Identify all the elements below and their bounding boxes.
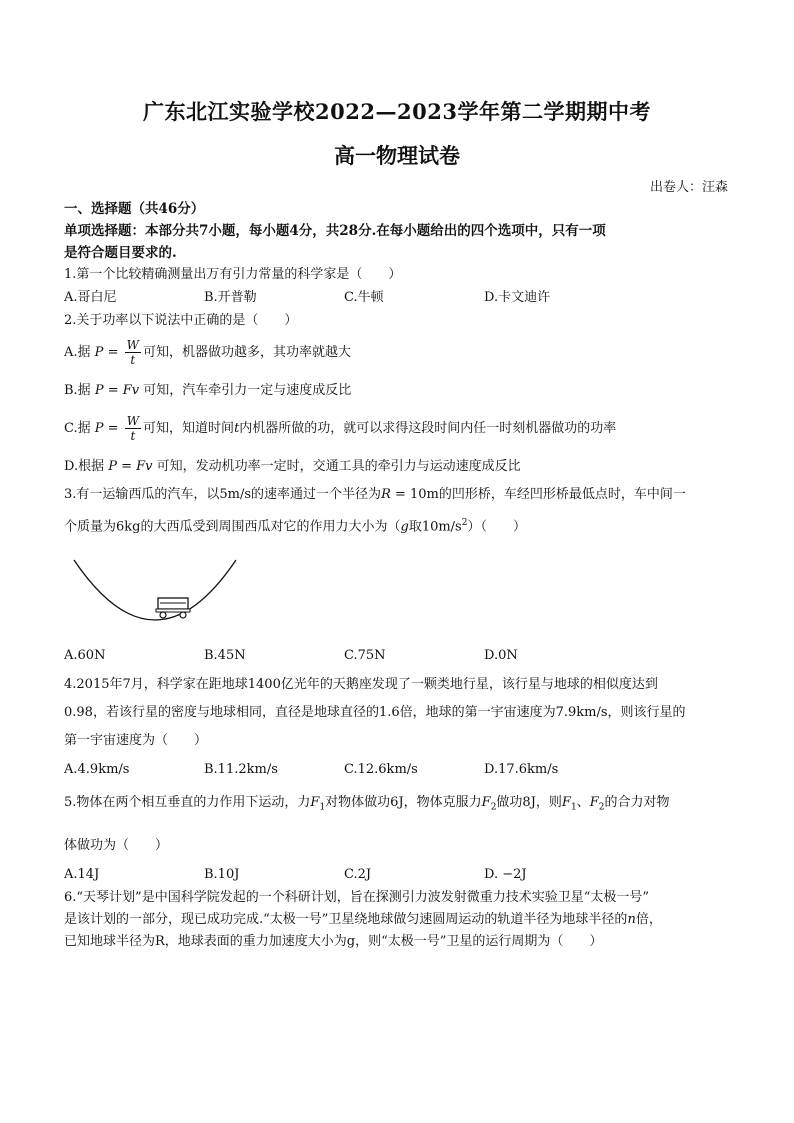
q4-option-a: A.4.9km/s <box>64 762 130 778</box>
truck-icon <box>156 598 190 618</box>
q1-option-c: C.牛顿 <box>344 290 384 305</box>
q5-options <box>64 863 730 887</box>
q3-option-c: C.75N <box>344 648 386 664</box>
q2-stem: 2.关于功率以下说法中正确的是（ ） <box>64 313 298 328</box>
q2-option-c: C.据 P = $\frac{W}{t}$ 可知，知道时间t内机器所做的功，就可以求得这段时间内任一时刻机器做功的功率 <box>64 414 617 443</box>
q2-option-a: A.据 P = $\frac{W}{t}$ 可知，机器做功越多，其功率就越大 <box>64 338 351 367</box>
q6-stem-3: 已知地球半径为R，地球表面的重力加速度大小为g，则“太极一号”卫星的运行周期为（ ） <box>64 933 603 949</box>
q4-option-d: D.17.6km/s <box>484 762 559 778</box>
exam-subtitle: 高一物理试卷 <box>334 143 460 168</box>
q3-stem-1: 3.有一运输西瓜的汽车，以5m/s的速率通过一个半径为R = 10m的凹形桥，车经凹形桥最低点时，车中间一 <box>64 487 686 502</box>
exam-title: 广东北江实验学校2022—2023学年第二学期期中考 <box>143 99 651 124</box>
q5-option-d: D. −2J <box>484 866 527 882</box>
exam-content <box>64 198 730 953</box>
q5-stem-1: 5.物体在两个相互垂直的力作用下运动，力$F_1$对物体做功6J，物体克服力$F_2$做功8J，则$F_1$、$F_2$的合力对物 <box>64 795 670 813</box>
q4-option-b: B.11.2km/s <box>204 762 278 778</box>
section-instruction-1: 单项选择题：本部分共7小题，每小题4分，共28分.在每小题给出的四个选项中，只有一项 <box>64 223 606 239</box>
q4-stem-1: 4.2015年7月，科学家在距地球1400亿光年的天鹅座发现了一颗类地行星，该行星与地球的相似度达到 <box>64 677 658 693</box>
section-heading: 一、选择题（共46分） <box>64 201 205 217</box>
q1-option-a: A.哥白尼 <box>64 290 117 305</box>
q4-options <box>64 758 730 782</box>
author-label: 出卷人：汪森 <box>649 180 728 195</box>
q1-options <box>64 286 730 310</box>
q2-option-b: B.据 P = Fv 可知，汽车牵引力一定与速度成反比 <box>64 383 352 398</box>
bridge-arc <box>74 560 236 620</box>
fraction-w-over-t: $\frac{W}{t}$ <box>126 414 140 443</box>
q6-stem-1: 6.“天琴计划”是中国科学院发起的一个科研计划，旨在探测引力波发射微重力技术实验卫星“太极一号” <box>64 889 649 905</box>
q3-option-b: B.45N <box>204 648 246 664</box>
q5-option-c: C.2J <box>344 866 372 882</box>
q1-stem: 1.第一个比较精确测量出万有引力常量的科学家是（ ） <box>64 267 402 282</box>
q1-option-d: D.卡文迪许 <box>484 290 551 305</box>
q3-options <box>64 644 730 668</box>
q5-stem-2: 体做功为（ ） <box>64 837 169 853</box>
q6-stem-2: 是该计划的一部分，现已成功完成.“太极一号”卫星绕地球做匀速圆周运动的轨道半径为地球半径的n倍， <box>64 911 662 927</box>
section-instruction-2: 是符合题目要求的. <box>64 245 177 261</box>
concave-bridge-figure <box>70 548 240 638</box>
q4-stem-3: 第一宇宙速度为（ ） <box>64 733 208 749</box>
q2-option-d: D.根据 P = Fv 可知，发动机功率一定时，交通工具的牵引力与运动速度成反比 <box>64 459 521 474</box>
fraction-w-over-t: $\frac{W}{t}$ <box>126 338 139 367</box>
q5-option-a: A.14J <box>64 866 100 882</box>
q3-option-d: D.0N <box>484 648 518 664</box>
q1-option-b: B.开普勒 <box>204 290 257 305</box>
q5-option-b: B.10J <box>204 866 240 882</box>
q3-stem-2: 个质量为6kg的大西瓜受到周围西瓜对它的作用力大小为（g取$10m/s^2$）（ ） <box>64 518 526 535</box>
q4-option-c: C.12.6km/s <box>344 762 418 778</box>
q4-stem-2: 0.98，若该行星的密度与地球相同，直径是地球直径的1.6倍，地球的第一宇宙速度为7.9km/s，则该行星的 <box>64 705 686 721</box>
q3-option-a: A.60N <box>64 648 106 664</box>
